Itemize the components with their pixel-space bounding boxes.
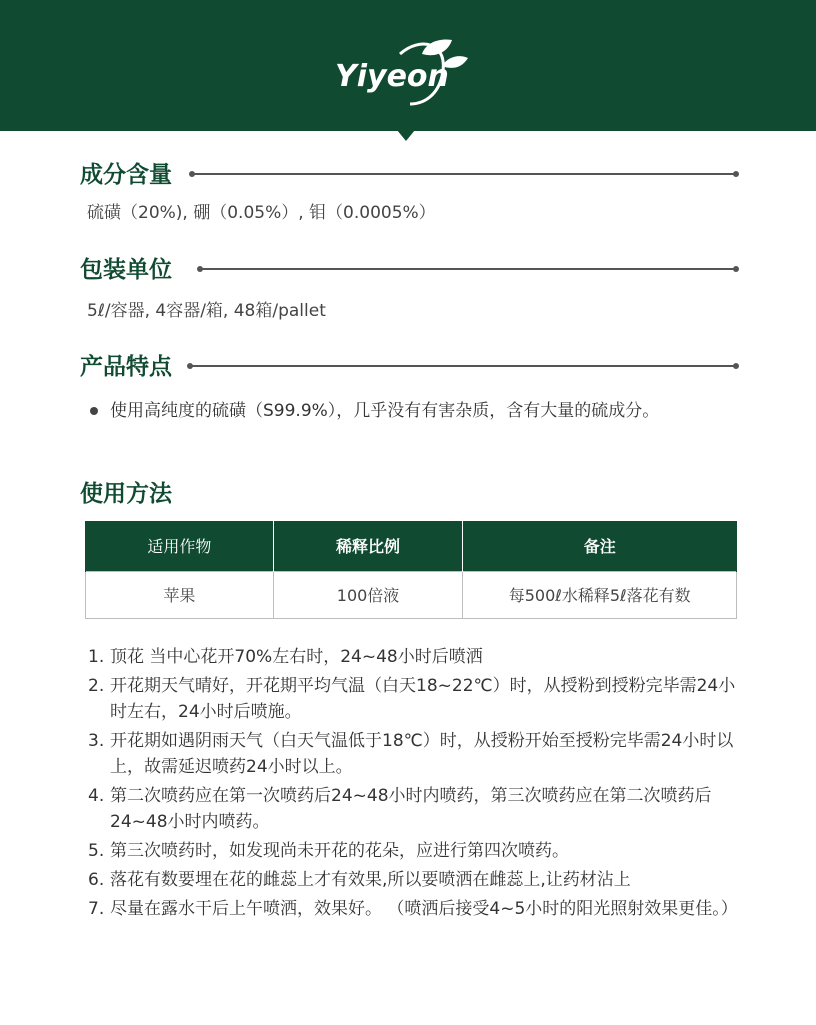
- list-item: [88, 673, 748, 725]
- step-text: 第二次喷药应在第一次喷药后24~48小时内喷药，第三次喷药应在第二次喷药后24~48小时内喷药。: [110, 786, 712, 832]
- step-text: 尽量在露水干后上午喷洒，效果好。 （喷洒后接受4~5小时的阳光照射效果更佳。）: [110, 899, 738, 919]
- usage-table: [85, 521, 737, 619]
- usage-steps-list: [88, 644, 748, 925]
- table-header-dilution: 稀释比例: [273, 521, 463, 571]
- table-header-crop: 适用作物: [86, 521, 274, 571]
- step-number: 5.: [88, 841, 105, 861]
- ingredients-text: 硫磺（20%), 硼（0.05%）, 钼（0.0005%）: [87, 203, 436, 223]
- feature-list-item: [90, 398, 730, 424]
- step-number: 6.: [88, 870, 105, 890]
- features-title: 产品特点: [80, 354, 172, 380]
- step-number: 7.: [88, 899, 105, 919]
- feature-text: 使用高纯度的硫磺（S99.9%），几乎没有有害杂质，含有大量的硫成分。: [110, 401, 660, 421]
- packaging-text: 5ℓ/容器, 4容器/箱, 48箱/pallet: [87, 301, 326, 321]
- usage-title: 使用方法: [80, 481, 172, 507]
- ingredients-title: 成分含量: [80, 162, 172, 188]
- step-number: 1.: [88, 647, 105, 667]
- table-row: [86, 571, 737, 618]
- table-cell-notes: 每500ℓ水稀释5ℓ落花有数: [463, 571, 737, 618]
- bullet-icon: [90, 407, 98, 415]
- list-item: [88, 644, 748, 670]
- step-text: 第三次喷药时，如发现尚未开花的花朵，应进行第四次喷药。: [110, 841, 569, 861]
- step-number: 3.: [88, 731, 105, 751]
- list-item: [88, 728, 748, 780]
- step-number: 2.: [88, 676, 105, 696]
- header-notch: [397, 130, 415, 141]
- packaging-title: 包装单位: [80, 257, 172, 283]
- list-item: [88, 838, 748, 864]
- step-text: 顶花 当中心花开70%左右时，24~48小时后喷洒: [110, 647, 483, 667]
- packaging-title-divider: [200, 268, 736, 270]
- list-item: [88, 896, 748, 922]
- step-number: 4.: [88, 786, 105, 806]
- leaf-icon: [422, 40, 452, 56]
- features-title-divider: [190, 365, 736, 367]
- brand-logo: [330, 34, 480, 114]
- table-header-row: [86, 521, 737, 571]
- list-item: [88, 867, 748, 893]
- brand-logo-text: Yiyeon: [335, 59, 449, 94]
- step-text: 落花有数要埋在花的雌蕊上才有效果,所以要喷洒在雌蕊上,让药材沾上: [110, 870, 631, 890]
- ingredients-title-divider: [192, 173, 736, 175]
- step-text: 开花期天气晴好，开花期平均气温（白天18~22℃）时，从授粉到授粉完毕需24小时左右，24小时后喷施。: [110, 676, 736, 722]
- table-header-notes: 备注: [463, 521, 737, 571]
- list-item: [88, 783, 748, 835]
- step-text: 开花期如遇阴雨天气（白天气温低于18℃）时，从授粉开始至授粉完毕需24小时以上，故需延迟喷药24小时以上。: [110, 731, 734, 777]
- table-cell-dilution: 100倍液: [273, 571, 463, 618]
- table-cell-crop: 苹果: [86, 571, 274, 618]
